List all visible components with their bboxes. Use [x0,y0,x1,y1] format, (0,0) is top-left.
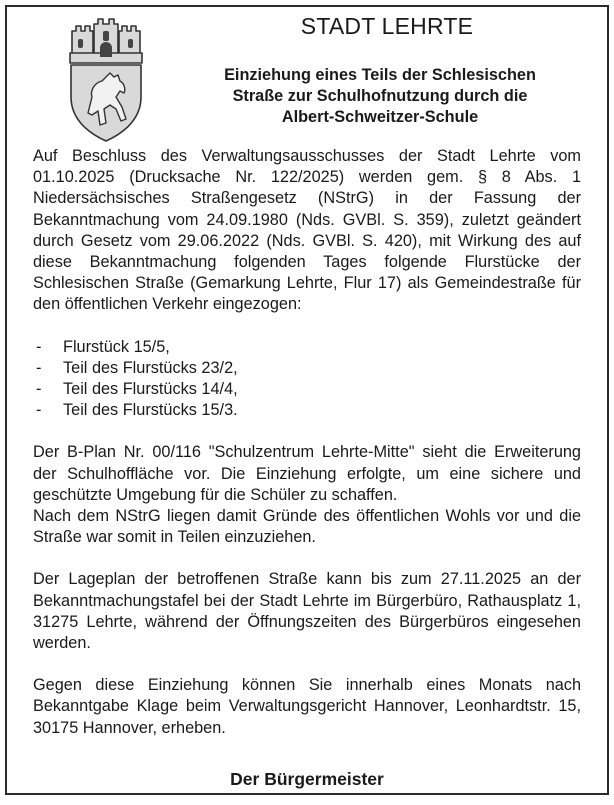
legal-remedy-paragraph: Gegen diese Einziehung können Sie innerhalb eines Monats nach Bekanntgabe Klage beim Verwaltungsgericht Hannover, Leonhardtstr. 15, 30175 Hannover, erheben. [33,676,581,737]
list-bullet: - [36,380,42,399]
city-coat-of-arms-icon [66,17,146,143]
list-item [33,358,581,379]
parcel-list [33,337,581,422]
subject-line: Straße zur Schulhofnutzung durch die [232,87,528,105]
list-item [33,379,581,400]
parcel-text: Teil des Flurstücks 23/2, [63,358,238,377]
resolution-paragraph: Auf Beschluss des Verwaltungsausschusses der Stadt Lehrte vom 01.10.2025 (Drucksache Nr. 122/2025) werden gem. § 8 Abs. 1 Niedersächsisches Straßengesetz (NStrG) in der Fassung der Bekanntmachung vom 24.09.1980 (Nds. GVBl. S. 359), zuletzt geändert durch Gesetz vom 29.06.2022 (Nds. GVBl. S. 420), mit Wirkung des auf diese Bekanntmachung folgenden Tages folgende Flurstücke der Schlesischen Straße (Gemarkung Lehrte, Flur 17) als Gemeindestraße für den öffentlichen Verkehr eingezogen: [33,147,581,314]
list-item [33,400,581,421]
subject-line: Albert-Schweitzer-Schule [281,108,479,126]
list-item [33,337,581,358]
notice-subject-heading [157,65,603,128]
notice-body [33,146,581,739]
list-bullet: - [36,401,42,420]
parcel-text: Teil des Flurstücks 15/3. [63,401,238,420]
city-name-heading: STADT LEHRTE [300,13,474,39]
development-plan-paragraph: Der B-Plan Nr. 00/116 "Schulzentrum Lehrte-Mitte" sieht die Erweiterung der Schulhoffläche vor. Die Einziehung erfolgte, um eine sichere und geschützte Umgebung für die Schüler zu schaffen. [33,443,581,504]
list-bullet: - [36,337,42,356]
public-interest-paragraph: Nach dem NStrG liegen damit Gründe des öffentlichen Wohls vor und die Straße war somit in Teilen einzuziehen. [33,507,581,547]
list-bullet: - [36,358,42,377]
parcel-text: Flurstück 15/5, [63,337,170,356]
parcel-text: Teil des Flurstücks 14/4, [63,380,238,399]
signature: Der Bürgermeister [230,769,384,789]
subject-line: Einziehung eines Teils der Schlesischen [224,66,536,84]
notice-frame [5,5,609,795]
site-plan-paragraph: Der Lageplan der betroffenen Straße kann bis zum 27.11.2025 an der Bekanntmachungstafel bei der Stadt Lehrte im Bürgerbüro, Rathausplatz 1, 31275 Lehrte, während der Öffnungszeiten des Bürgerbüros eingesehen werden. [33,570,581,653]
